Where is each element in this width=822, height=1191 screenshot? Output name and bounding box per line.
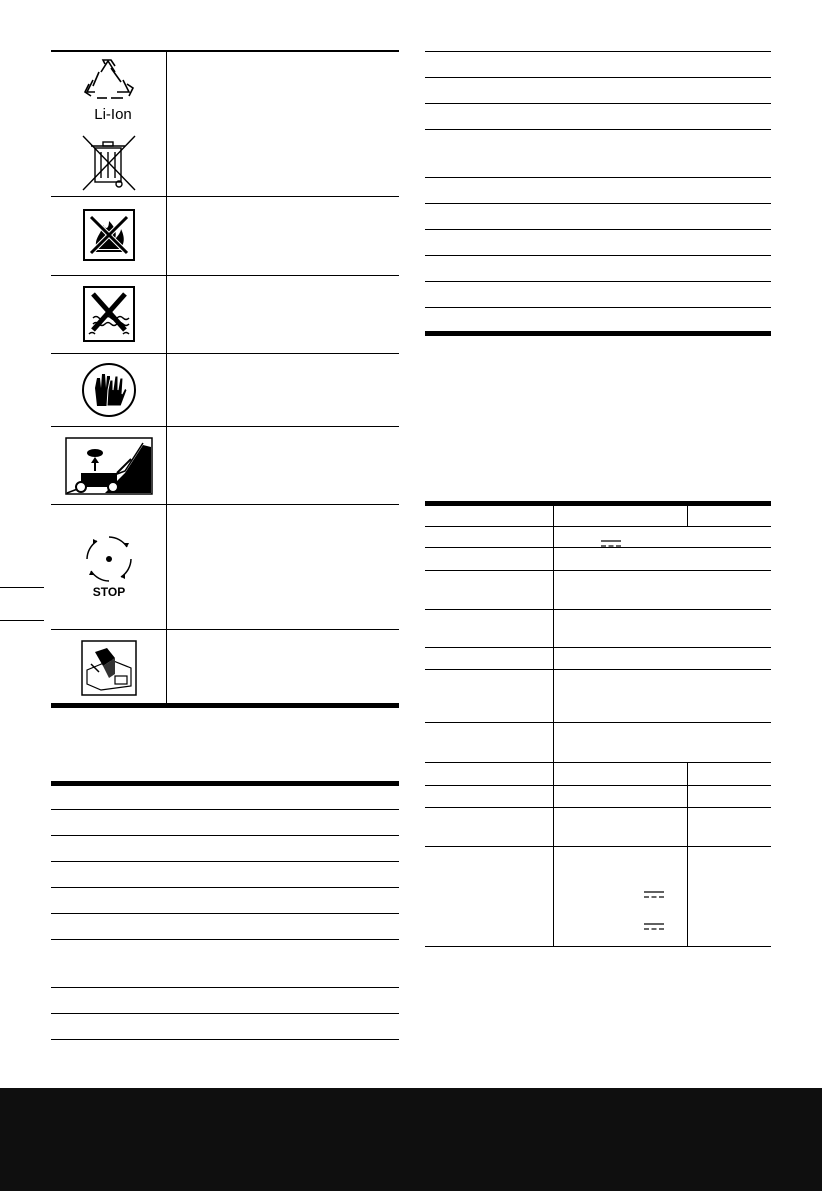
footer-band [0,1088,822,1191]
li-ion-label: Li-Ion [94,106,132,123]
symbol-row-mower-slope [51,427,399,504]
spec-table-top-rule [425,501,771,506]
right-list-rule [425,203,771,204]
side-tab-mark-bottom [0,620,44,621]
symbol-row-gloves [51,354,399,426]
spec-row-rule [425,846,771,847]
right-list-rule [425,281,771,282]
dc-current-icon [644,886,664,894]
dc-current-icon [644,918,664,926]
side-tab-mark-top [0,587,44,588]
left-list-rule [51,987,399,988]
right-list-rule [425,177,771,178]
no-water-icon [83,286,135,342]
symbol-row-battery [51,630,399,704]
dc-current-icon [601,535,621,543]
right-list-bottom-rule [425,331,771,336]
spec-row-rule [425,570,771,571]
symbol-row-no-water [51,276,399,353]
mower-slope-icon [65,437,153,495]
right-list-rule [425,229,771,230]
symbol-row-blade-stop [51,505,399,629]
battery-insert-icon [81,640,137,696]
left-list-top-rule [51,781,399,786]
left-list-rule [51,913,399,914]
right-list-rule [425,129,771,130]
crossed-bin-icon [81,134,137,192]
symbol-row-recycling [51,52,399,196]
symbol-row-no-fire [51,197,399,275]
spec-table-divider-1 [553,506,554,947]
spec-row-rule [425,647,771,648]
left-list-rule [51,835,399,836]
spec-table-divider-2 [687,506,688,527]
spec-row-rule [425,762,771,763]
spec-row-rule [425,609,771,610]
no-fire-icon [83,209,135,261]
stop-label: STOP [92,585,126,599]
left-list-rule [51,1013,399,1014]
left-list-rule [51,939,399,940]
left-list-rule [51,1039,399,1040]
spec-row-rule [425,669,771,670]
gloves-icon [81,362,137,418]
spec-table-divider-2 [687,762,688,947]
spec-row-rule [425,547,771,548]
spec-row-rule [425,946,771,947]
recycle-icon [81,58,137,110]
spec-row-rule [425,722,771,723]
spec-row-rule [425,526,771,527]
left-list-rule [51,861,399,862]
spec-row-rule [425,807,771,808]
right-list-rule [425,255,771,256]
right-list-rule [425,307,771,308]
right-list-rule [425,103,771,104]
rotating-blade-stop-icon [83,533,135,585]
right-list-rule [425,51,771,52]
right-list-rule [425,77,771,78]
symbol-table-bottom-rule [51,703,399,708]
left-list-rule [51,887,399,888]
spec-row-rule [425,785,771,786]
left-list-rule [51,809,399,810]
